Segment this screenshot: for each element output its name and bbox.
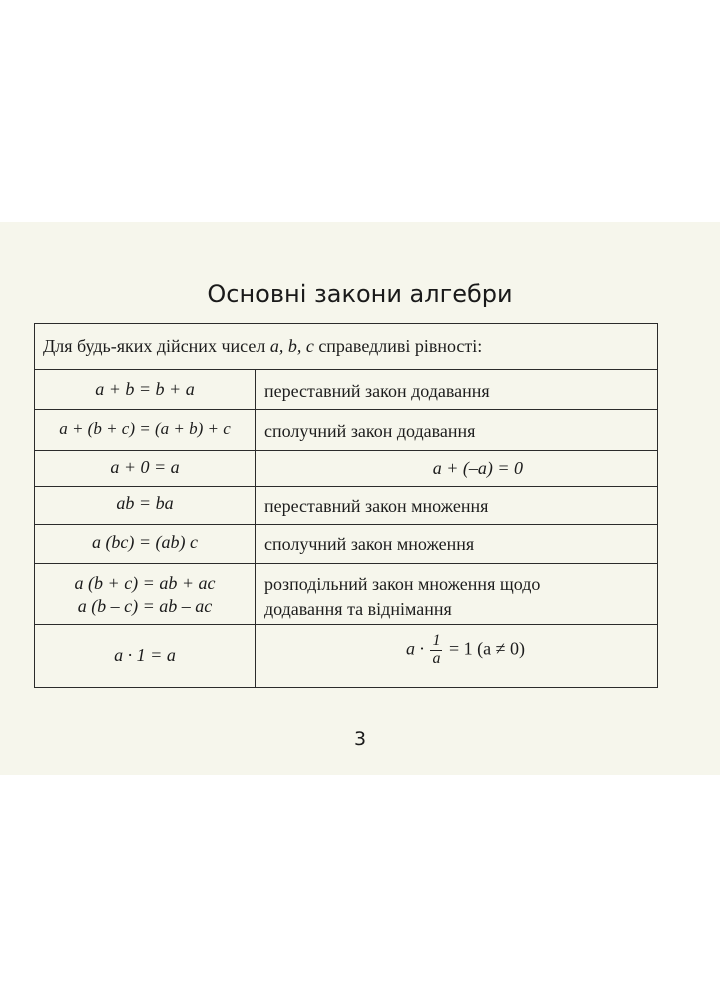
- table-row: [35, 410, 657, 451]
- formula-cell: [35, 564, 256, 624]
- law-cell: сполучний закон додавання: [264, 421, 476, 441]
- fraction-numerator: 1: [432, 632, 441, 649]
- formula-cell: a + 0 = a: [35, 451, 256, 486]
- formula-line: a (b + c) = ab + ac: [74, 573, 216, 593]
- fraction-denominator: a: [432, 649, 441, 667]
- page-number: 3: [353, 728, 367, 750]
- page-title: Основні закони алгебри: [207, 280, 513, 308]
- law-cell: [256, 625, 657, 687]
- table-row: [35, 487, 657, 525]
- law-line: розподільний закон множення щодо: [264, 574, 541, 594]
- table-row: [35, 451, 657, 487]
- formula-line: a (b – c) = ab – ac: [77, 596, 213, 616]
- law-cell: переставний закон множення: [264, 496, 489, 516]
- law-cell: переставний закон додавання: [264, 381, 490, 401]
- formula-cell: a + (b + c) = (a + b) + c: [35, 410, 256, 450]
- algebra-laws-table: [34, 323, 658, 688]
- formula-cell: a · 1 = a: [35, 625, 256, 687]
- intro-text: Для будь-яких дійсних чисел a, b, c справедливі рівності:: [43, 336, 483, 356]
- table-row: [35, 525, 657, 564]
- table-intro-row: [35, 324, 657, 370]
- fraction: [430, 633, 442, 668]
- formula-cell: ab = ba: [35, 487, 256, 524]
- law-line: додавання та віднімання: [264, 599, 452, 619]
- formula-cell: a + b = b + a: [35, 370, 256, 409]
- table-row: [35, 370, 657, 410]
- law-cell: сполучний закон множення: [264, 534, 475, 554]
- law-suffix: = 1 (a ≠ 0): [448, 638, 525, 659]
- table-row: [35, 625, 657, 687]
- formula-cell: a (bc) = (ab) c: [35, 525, 256, 563]
- law-cell: a + (–a) = 0: [432, 458, 523, 478]
- law-prefix: a ·: [405, 638, 424, 659]
- table-row: [35, 564, 657, 625]
- law-cell: [256, 564, 657, 624]
